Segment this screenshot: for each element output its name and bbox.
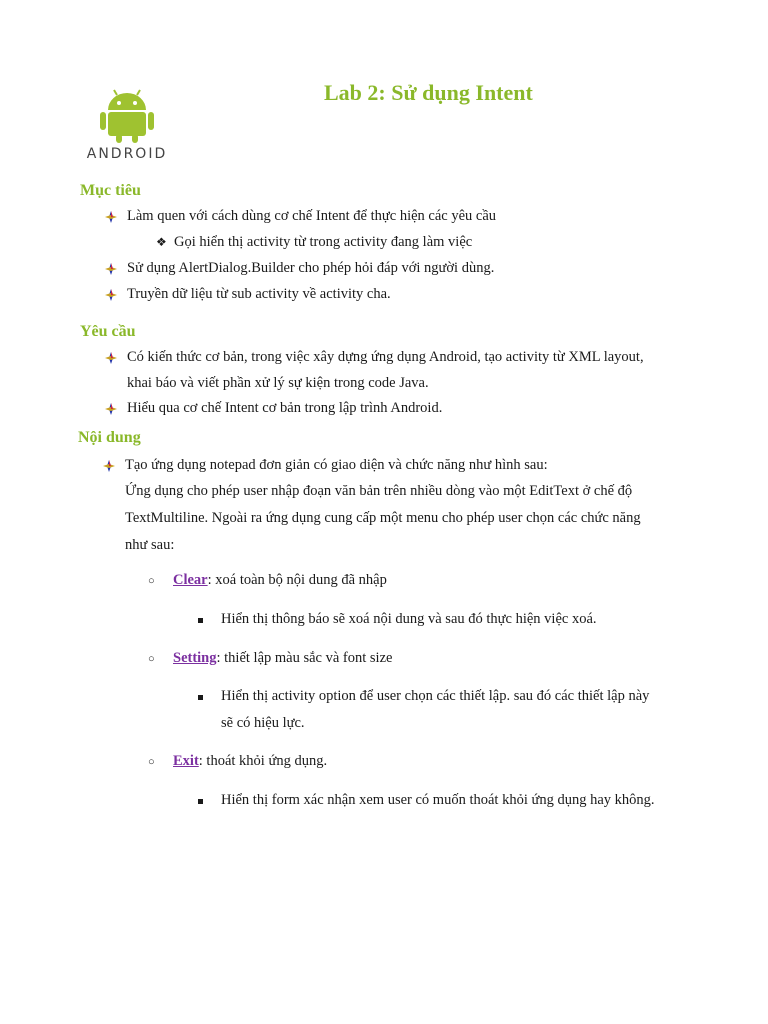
menu-detail-setting-2: sẽ có hiệu lực. — [221, 715, 305, 731]
menu-detail-setting-1: Hiển thị activity option để user chọn các thiết lập. sau đó các thiết lập này — [221, 688, 650, 704]
bullet-icon — [104, 351, 118, 365]
muc-tieu-item-2: Sử dụng AlertDialog.Builder cho phép hỏi đáp với người dùng. — [127, 260, 495, 276]
square-bullet-icon — [198, 695, 203, 700]
menu-keyword-exit: Exit — [173, 753, 199, 769]
square-bullet-icon — [198, 618, 203, 623]
bullet-icon — [104, 262, 118, 276]
square-bullet-icon — [198, 799, 203, 804]
heading-muc-tieu: Mục tiêu — [80, 182, 141, 199]
menu-item-exit — [173, 753, 327, 770]
menu-desc-setting: : thiết lập màu sắc và font size — [216, 650, 393, 666]
page-title: Lab 2: Sử dụng Intent — [324, 80, 533, 105]
noi-dung-para-3: như sau: — [125, 537, 175, 553]
muc-tieu-item-3: Truyền dữ liệu từ sub activity về activity cha. — [127, 286, 391, 302]
bullet-icon — [104, 402, 118, 416]
noi-dung-para-2: TextMultiline. Ngoài ra ứng dụng cung cấp một menu cho phép user chọn các chức năng — [125, 510, 641, 526]
circle-bullet-icon: ○ — [148, 653, 155, 665]
menu-detail-clear: Hiển thị thông báo sẽ xoá nội dung và sau đó thực hiện việc xoá. — [221, 611, 597, 627]
yeu-cau-item-2: Hiểu qua cơ chế Intent cơ bản trong lập trình Android. — [127, 400, 443, 416]
yeu-cau-item-1: Có kiến thức cơ bản, trong việc xây dựng ứng dụng Android, tạo activity từ XML layout, — [127, 349, 644, 365]
menu-item-setting — [173, 650, 392, 667]
menu-desc-clear: : xoá toàn bộ nội dung đã nhập — [207, 572, 387, 588]
heading-noi-dung: Nội dung — [78, 429, 141, 446]
android-logo — [86, 86, 168, 162]
muc-tieu-subitem-1: Gọi hiển thị activity từ trong activity đang làm việc — [174, 234, 473, 250]
heading-yeu-cau: Yêu cầu — [80, 323, 136, 340]
bullet-icon — [104, 210, 118, 224]
menu-keyword-setting: Setting — [173, 650, 217, 666]
menu-detail-exit: Hiển thị form xác nhận xem user có muốn thoát khỏi ứng dụng hay không. — [221, 792, 655, 808]
menu-keyword-clear: Clear — [173, 572, 208, 588]
yeu-cau-item-1-cont: khai báo và viết phần xử lý sự kiện trong code Java. — [127, 375, 429, 391]
menu-desc-exit: : thoát khỏi ứng dụng. — [198, 753, 328, 769]
noi-dung-para-1: Ứng dụng cho phép user nhập đoạn văn bản trên nhiều dòng vào một EditText ở chế độ — [125, 483, 633, 499]
bullet-icon — [104, 288, 118, 302]
bullet-icon — [102, 459, 116, 473]
diamond-bullet-icon: ❖ — [156, 235, 167, 249]
noi-dung-intro: Tạo ứng dụng notepad đơn giản có giao diện và chức năng như hình sau: — [125, 457, 548, 473]
logo-wordmark: ANDROID — [86, 146, 168, 162]
menu-item-clear — [173, 572, 387, 589]
circle-bullet-icon: ○ — [148, 575, 155, 587]
circle-bullet-icon: ○ — [148, 756, 155, 768]
muc-tieu-item-1: Làm quen với cách dùng cơ chế Intent để thực hiện các yêu cầu — [127, 208, 497, 224]
